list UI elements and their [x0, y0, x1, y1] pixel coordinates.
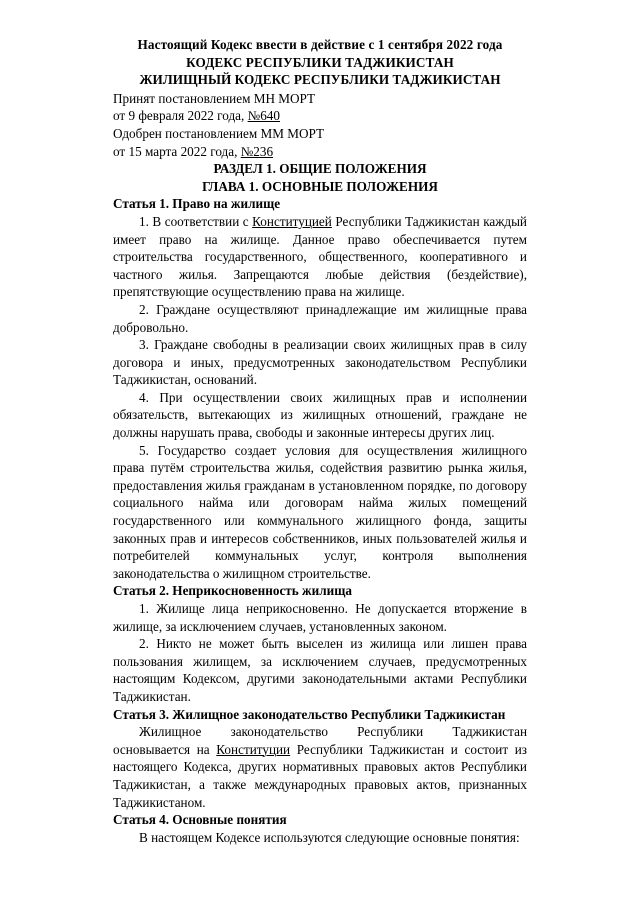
- article-2-paragraph-2: 2. Никто не может быть выселен из жилища или лишен права пользования жилищем, за исключением случаев, предусмотренных настоящим Кодексом, другими законодательными актами Республики Таджикистан.: [113, 636, 527, 704]
- adopted-date-text: от 9 февраля 2022 года,: [113, 108, 248, 124]
- enactment-line: Настоящий Кодекс ввести в действие с 1 сентября 2022 года: [137, 37, 503, 52]
- article-heading-1: Статья 1. Право на жилище: [113, 196, 281, 212]
- paragraph-text-suffix: Республики Таджикистан каждый имеет право на жилище. Данное право обеспечивается путем строительства государственного, общественного, кооперативного и частного жилья. Запрещаются любые действия (бездействие), препятствующие осуществлению права на жилище.: [113, 213, 527, 300]
- article-heading-2: Статья 2. Неприкосновенность жилища: [113, 583, 352, 599]
- article-1-paragraph-1: [113, 213, 527, 301]
- section-heading: РАЗДЕЛ 1. ОБЩИЕ ПОЛОЖЕНИЯ: [213, 161, 427, 177]
- approved-number-reference[interactable]: №236: [240, 143, 274, 159]
- adopted-by-line: Принят постановлением МН МОРТ: [113, 90, 316, 106]
- paragraph-text-prefix: Жилищное законодательство Республики Таджикистан основывается на: [113, 724, 527, 757]
- code-title-line-2: ЖИЛИЩНЫЙ КОДЕКС РЕСПУБЛИКИ ТАДЖИКИСТАН: [139, 72, 501, 88]
- preamble-block: [113, 90, 527, 160]
- article-4-paragraph-1: В настоящем Кодексе используются следующие основные понятия:: [139, 829, 520, 845]
- article-1-paragraph-5: 5. Государство создает условия для осуществления жилищного права путём строительства жилья, содействия развитию рынка жилья, предоставления жилья гражданам в установленном порядке, по договору социального найма или договорам найма жилых помещений государственного или коммунального жилищного фонда, защиты законных прав и интересов собственников, иных пользователей жилья и потребителей коммунальных услуг, контроля выполнения законодательства о жилищном строительстве.: [113, 442, 527, 581]
- paragraph-text-prefix: 1. В соответствии с: [139, 213, 253, 229]
- approved-date-text: от 15 марта 2022 года,: [113, 143, 241, 159]
- approved-date-line: [113, 143, 527, 161]
- code-title-line-1: КОДЕКС РЕСПУБЛИКИ ТАДЖИКИСТАН: [186, 54, 454, 70]
- document-text-body: [113, 36, 527, 846]
- article-heading-3: Статья 3. Жилищное законодательство Республики Таджикистан: [113, 706, 506, 722]
- article-1-paragraph-2: 2. Граждане осуществляют принадлежащие им жилищные права добровольно.: [113, 301, 527, 335]
- article-1-paragraph-3: 3. Граждане свободны в реализации своих жилищных прав в силу договора и иных, предусмотренных законодательством Республики Таджикистан, оснований.: [113, 337, 527, 388]
- article-2-paragraph-1: 1. Жилище лица неприкосновенно. Не допускается вторжение в жилище, за исключением случаев, установленных законом.: [113, 601, 527, 634]
- chapter-heading: ГЛАВА 1. ОСНОВНЫЕ ПОЛОЖЕНИЯ: [202, 178, 438, 194]
- article-1-paragraph-4: 4. При осуществлении своих жилищных прав и исполнении обязательств, вытекающих из жилищных отношений, граждане не должны нарушать права, свободы и законные интересы других лиц.: [113, 389, 527, 441]
- constitution-reference-link[interactable]: Конституцией: [252, 213, 332, 229]
- article-heading-4: Статья 4. Основные понятия: [113, 812, 287, 828]
- constitution-reference-link[interactable]: Конституции: [216, 741, 291, 757]
- paragraph-text-suffix: Республики Таджикистан и состоит из настоящего Кодекса, других нормативных правовых актов Республики Таджикистан, а также международных правовых актов, признанных Таджикистаном.: [113, 741, 527, 810]
- adopted-number-reference[interactable]: №640: [247, 108, 280, 124]
- adopted-date-line: [113, 107, 527, 125]
- article-3-paragraph-1: [113, 723, 527, 811]
- approved-by-line: Одобрен постановлением ММ МОРТ: [113, 125, 325, 141]
